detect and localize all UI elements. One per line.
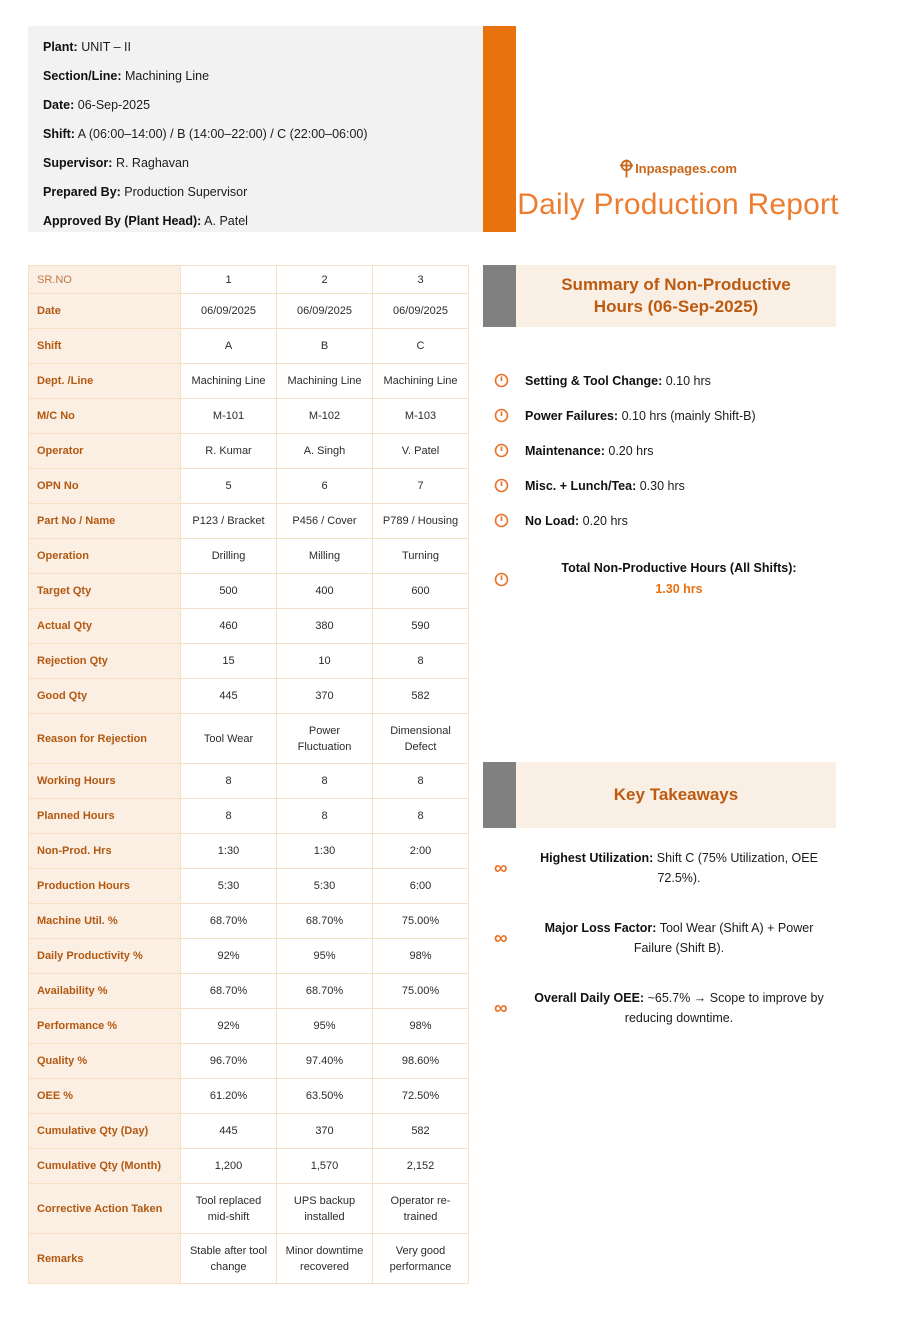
cell-shift-3: 8	[373, 644, 469, 679]
cell-shift-1: 500	[181, 574, 277, 609]
cell-shift-3: M-103	[373, 399, 469, 434]
cell-shift-2: 370	[277, 679, 373, 714]
row-label: Date	[29, 294, 181, 329]
cell-shift-1: 68.70%	[181, 904, 277, 939]
row-label: Good Qty	[29, 679, 181, 714]
cell-shift-3: 98%	[373, 1009, 469, 1044]
summary-item-value: 0.20 hrs	[608, 443, 654, 458]
logo	[619, 159, 737, 178]
infinity-icon: ∞	[494, 857, 508, 879]
summary-item-text	[525, 409, 756, 423]
cell-shift-3: 98%	[373, 939, 469, 974]
cell-shift-2: P456 / Cover	[277, 504, 373, 539]
clock-icon	[483, 373, 525, 388]
cell-shift-3: 06/09/2025	[373, 294, 469, 329]
takeaway-item-label: Overall Daily OEE:	[534, 991, 645, 1005]
info-field-value: R. Raghavan	[115, 156, 189, 170]
summary-item-text	[525, 374, 711, 388]
info-field	[43, 178, 473, 207]
row-label: Part No / Name	[29, 504, 181, 539]
row-label: Operator	[29, 434, 181, 469]
cell-shift-1: R. Kumar	[181, 434, 277, 469]
cell-shift-1: 445	[181, 679, 277, 714]
row-label: M/C No	[29, 399, 181, 434]
takeaway-item-text	[525, 988, 833, 1028]
clock-icon	[483, 478, 525, 493]
cell-shift-1: 92%	[181, 1009, 277, 1044]
cell-shift-2: Minor downtime recovered	[277, 1234, 373, 1284]
cell-shift-1: 8	[181, 799, 277, 834]
info-field-value: Production Supervisor	[124, 185, 248, 199]
table-row	[29, 364, 469, 399]
cell-shift-1: A	[181, 329, 277, 364]
takeaway-item-value: Shift C (75% Utilization, OEE 72.5%).	[656, 851, 818, 885]
table-row	[29, 1149, 469, 1184]
row-label: OPN No	[29, 469, 181, 504]
cell-shift-1: Tool replaced mid-shift	[181, 1184, 277, 1234]
table-row	[29, 799, 469, 834]
report-title: Daily Production Report	[517, 188, 839, 221]
cell-shift-3: 582	[373, 1114, 469, 1149]
clock-icon	[483, 513, 525, 528]
summary-total-text	[525, 558, 833, 600]
cell-shift-2: 95%	[277, 1009, 373, 1044]
cell-shift-3: 7	[373, 469, 469, 504]
infinity-icon: ∞	[494, 997, 508, 1019]
row-label: Quality %	[29, 1044, 181, 1079]
info-field-value: 06-Sep-2025	[77, 98, 151, 112]
row-label: Actual Qty	[29, 609, 181, 644]
cell-shift-1: 460	[181, 609, 277, 644]
cell-shift-1: 92%	[181, 939, 277, 974]
cell-shift-3: 72.50%	[373, 1079, 469, 1114]
cell-shift-2: Power Fluctuation	[277, 714, 373, 764]
row-label: OEE %	[29, 1079, 181, 1114]
summary-item-label: No Load:	[525, 513, 580, 528]
summary-item-value: 0.10 hrs	[665, 373, 711, 388]
row-label: Non-Prod. Hrs	[29, 834, 181, 869]
row-label: Performance %	[29, 1009, 181, 1044]
takeaway-item-value: Tool Wear (Shift A) + Power Failure (Shift B).	[633, 921, 814, 955]
table-row	[29, 644, 469, 679]
info-field	[43, 149, 473, 178]
summary-total	[483, 558, 836, 600]
clock-icon	[483, 443, 525, 458]
cell-shift-1: 96.70%	[181, 1044, 277, 1079]
takeaway-item-text	[525, 918, 833, 958]
cell-shift-1: 5	[181, 469, 277, 504]
takeaway-item-value: ~65.7% → Scope to improve by reducing downtime.	[624, 991, 824, 1025]
brand-block	[508, 26, 848, 232]
summary-total-label: Total Non-Productive Hours (All Shifts):	[561, 561, 797, 575]
summary-item-value: 0.20 hrs	[582, 513, 628, 528]
cell-shift-2: 370	[277, 1114, 373, 1149]
takeaway-item-text	[525, 848, 833, 888]
summary-title: Summary of Non-Productive Hours (06-Sep-2025)	[561, 275, 791, 316]
summary-item	[483, 443, 836, 458]
gray-accent-block	[483, 762, 516, 828]
info-field	[43, 207, 473, 236]
infinity-icon: ∞	[494, 927, 508, 949]
cell-shift-3: 3	[373, 266, 469, 294]
info-field-value: UNIT – II	[81, 40, 131, 54]
table-row	[29, 1184, 469, 1234]
row-label: SR.NO	[29, 266, 181, 294]
table-row	[29, 904, 469, 939]
cell-shift-2: Machining Line	[277, 364, 373, 399]
cell-shift-2: 68.70%	[277, 974, 373, 1009]
info-field-value: A. Patel	[204, 214, 248, 228]
table-row	[29, 834, 469, 869]
summary-item-value: 0.30 hrs	[639, 478, 685, 493]
summary-total-value: 1.30 hrs	[655, 582, 703, 596]
cell-shift-2: 06/09/2025	[277, 294, 373, 329]
cell-shift-3: 2,152	[373, 1149, 469, 1184]
cell-shift-1: 8	[181, 764, 277, 799]
takeaway-item-label: Highest Utilization:	[540, 851, 654, 865]
cell-shift-3: Very good performance	[373, 1234, 469, 1284]
info-field	[43, 120, 473, 149]
row-label: Remarks	[29, 1234, 181, 1284]
cell-shift-1: 5:30	[181, 869, 277, 904]
cell-shift-1: 68.70%	[181, 974, 277, 1009]
row-label: Availability %	[29, 974, 181, 1009]
takeaway-item-label: Major Loss Factor:	[544, 921, 657, 935]
row-label: Rejection Qty	[29, 644, 181, 679]
table-row	[29, 714, 469, 764]
cell-shift-1: P123 / Bracket	[181, 504, 277, 539]
cell-shift-2: 97.40%	[277, 1044, 373, 1079]
cell-shift-3: 582	[373, 679, 469, 714]
table-row	[29, 764, 469, 799]
cell-shift-1: 445	[181, 1114, 277, 1149]
cell-shift-3: P789 / Housing	[373, 504, 469, 539]
cell-shift-2: 8	[277, 764, 373, 799]
info-field-label: Date:	[43, 98, 75, 112]
cell-shift-2: 2	[277, 266, 373, 294]
row-label: Reason for Rejection	[29, 714, 181, 764]
row-label: Cumulative Qty (Day)	[29, 1114, 181, 1149]
summary-item-text	[525, 444, 654, 458]
summary-item-value: 0.10 hrs (mainly Shift-B)	[621, 408, 756, 423]
cell-shift-2: 95%	[277, 939, 373, 974]
cell-shift-1: 1	[181, 266, 277, 294]
cell-shift-1: 1:30	[181, 834, 277, 869]
table-row	[29, 469, 469, 504]
row-label: Operation	[29, 539, 181, 574]
summary-section	[483, 265, 836, 620]
table-row	[29, 539, 469, 574]
logo-text: Inpaspages.com	[635, 161, 737, 176]
row-label: Working Hours	[29, 764, 181, 799]
row-label: Shift	[29, 329, 181, 364]
cell-shift-3: 8	[373, 799, 469, 834]
row-label: Planned Hours	[29, 799, 181, 834]
cell-shift-1: Stable after tool change	[181, 1234, 277, 1284]
cell-shift-2: 1:30	[277, 834, 373, 869]
cell-shift-2: Milling	[277, 539, 373, 574]
row-label: Production Hours	[29, 869, 181, 904]
summary-item	[483, 408, 836, 423]
summary-item	[483, 513, 836, 528]
report-info-panel	[28, 26, 483, 232]
info-field	[43, 91, 473, 120]
table-row	[29, 939, 469, 974]
takeaway-item	[483, 918, 836, 958]
takeaway-item	[483, 988, 836, 1028]
row-label: Cumulative Qty (Month)	[29, 1149, 181, 1184]
table-row	[29, 1079, 469, 1114]
cell-shift-2: 10	[277, 644, 373, 679]
summary-item-label: Misc. + Lunch/Tea:	[525, 478, 637, 493]
cell-shift-2: 8	[277, 799, 373, 834]
table-row	[29, 869, 469, 904]
table-row	[29, 1044, 469, 1079]
cell-shift-3: 600	[373, 574, 469, 609]
table-row	[29, 679, 469, 714]
production-table	[28, 265, 469, 1284]
cell-shift-2: 63.50%	[277, 1079, 373, 1114]
cell-shift-1: M-101	[181, 399, 277, 434]
table-row	[29, 329, 469, 364]
info-field-label: Shift:	[43, 127, 75, 141]
takeaways-title: Key Takeaways	[613, 785, 739, 804]
table-row	[29, 1114, 469, 1149]
cell-shift-3: Turning	[373, 539, 469, 574]
cell-shift-1: 61.20%	[181, 1079, 277, 1114]
cell-shift-1: Machining Line	[181, 364, 277, 399]
gray-accent-block	[483, 265, 516, 327]
summary-item	[483, 478, 836, 493]
table-row	[29, 1009, 469, 1044]
summary-item-label: Maintenance:	[525, 443, 605, 458]
cell-shift-2: B	[277, 329, 373, 364]
cell-shift-3: V. Patel	[373, 434, 469, 469]
row-label: Machine Util. %	[29, 904, 181, 939]
clock-icon	[483, 408, 525, 423]
cell-shift-1: 06/09/2025	[181, 294, 277, 329]
info-field	[43, 62, 473, 91]
summary-header	[483, 265, 836, 327]
summary-item-label: Setting & Tool Change:	[525, 373, 663, 388]
info-field-value: A (06:00–14:00) / B (14:00–22:00) / C (22:00–06:00)	[77, 127, 368, 141]
info-field-value: Machining Line	[124, 69, 210, 83]
summary-item-label: Power Failures:	[525, 408, 619, 423]
info-field-label: Plant:	[43, 40, 78, 54]
info-field-label: Prepared By:	[43, 185, 121, 199]
row-label: Dept. /Line	[29, 364, 181, 399]
table-row	[29, 504, 469, 539]
cell-shift-3: 8	[373, 764, 469, 799]
cell-shift-1: 15	[181, 644, 277, 679]
cell-shift-3: 75.00%	[373, 974, 469, 1009]
table-row	[29, 266, 469, 294]
cell-shift-2: 68.70%	[277, 904, 373, 939]
table-row	[29, 399, 469, 434]
info-field-label: Approved By (Plant Head):	[43, 214, 202, 228]
row-label: Target Qty	[29, 574, 181, 609]
cell-shift-3: 98.60%	[373, 1044, 469, 1079]
cell-shift-2: A. Singh	[277, 434, 373, 469]
clock-icon	[483, 572, 525, 587]
cell-shift-1: Tool Wear	[181, 714, 277, 764]
orb-cross-logo-icon	[619, 159, 634, 178]
summary-item-text	[525, 479, 685, 493]
cell-shift-3: Machining Line	[373, 364, 469, 399]
takeaway-item	[483, 848, 836, 888]
takeaways-header	[483, 762, 836, 828]
info-field-label: Supervisor:	[43, 156, 113, 170]
cell-shift-2: M-102	[277, 399, 373, 434]
row-label: Corrective Action Taken	[29, 1184, 181, 1234]
cell-shift-2: 5:30	[277, 869, 373, 904]
table-row	[29, 294, 469, 329]
row-label: Daily Productivity %	[29, 939, 181, 974]
summary-item-text	[525, 514, 628, 528]
cell-shift-2: 6	[277, 469, 373, 504]
cell-shift-2: 400	[277, 574, 373, 609]
takeaways-section	[483, 762, 836, 1058]
cell-shift-3: C	[373, 329, 469, 364]
cell-shift-2: 1,570	[277, 1149, 373, 1184]
cell-shift-3: 6:00	[373, 869, 469, 904]
cell-shift-2: UPS backup installed	[277, 1184, 373, 1234]
info-field-label: Section/Line:	[43, 69, 122, 83]
cell-shift-3: 590	[373, 609, 469, 644]
table-row	[29, 974, 469, 1009]
cell-shift-3: 2:00	[373, 834, 469, 869]
cell-shift-3: 75.00%	[373, 904, 469, 939]
summary-item	[483, 373, 836, 388]
table-row	[29, 1234, 469, 1284]
cell-shift-3: Dimensional Defect	[373, 714, 469, 764]
cell-shift-3: Operator re-trained	[373, 1184, 469, 1234]
table-row	[29, 434, 469, 469]
info-field	[43, 33, 473, 62]
table-row	[29, 574, 469, 609]
cell-shift-1: 1,200	[181, 1149, 277, 1184]
cell-shift-2: 380	[277, 609, 373, 644]
cell-shift-1: Drilling	[181, 539, 277, 574]
table-row	[29, 609, 469, 644]
